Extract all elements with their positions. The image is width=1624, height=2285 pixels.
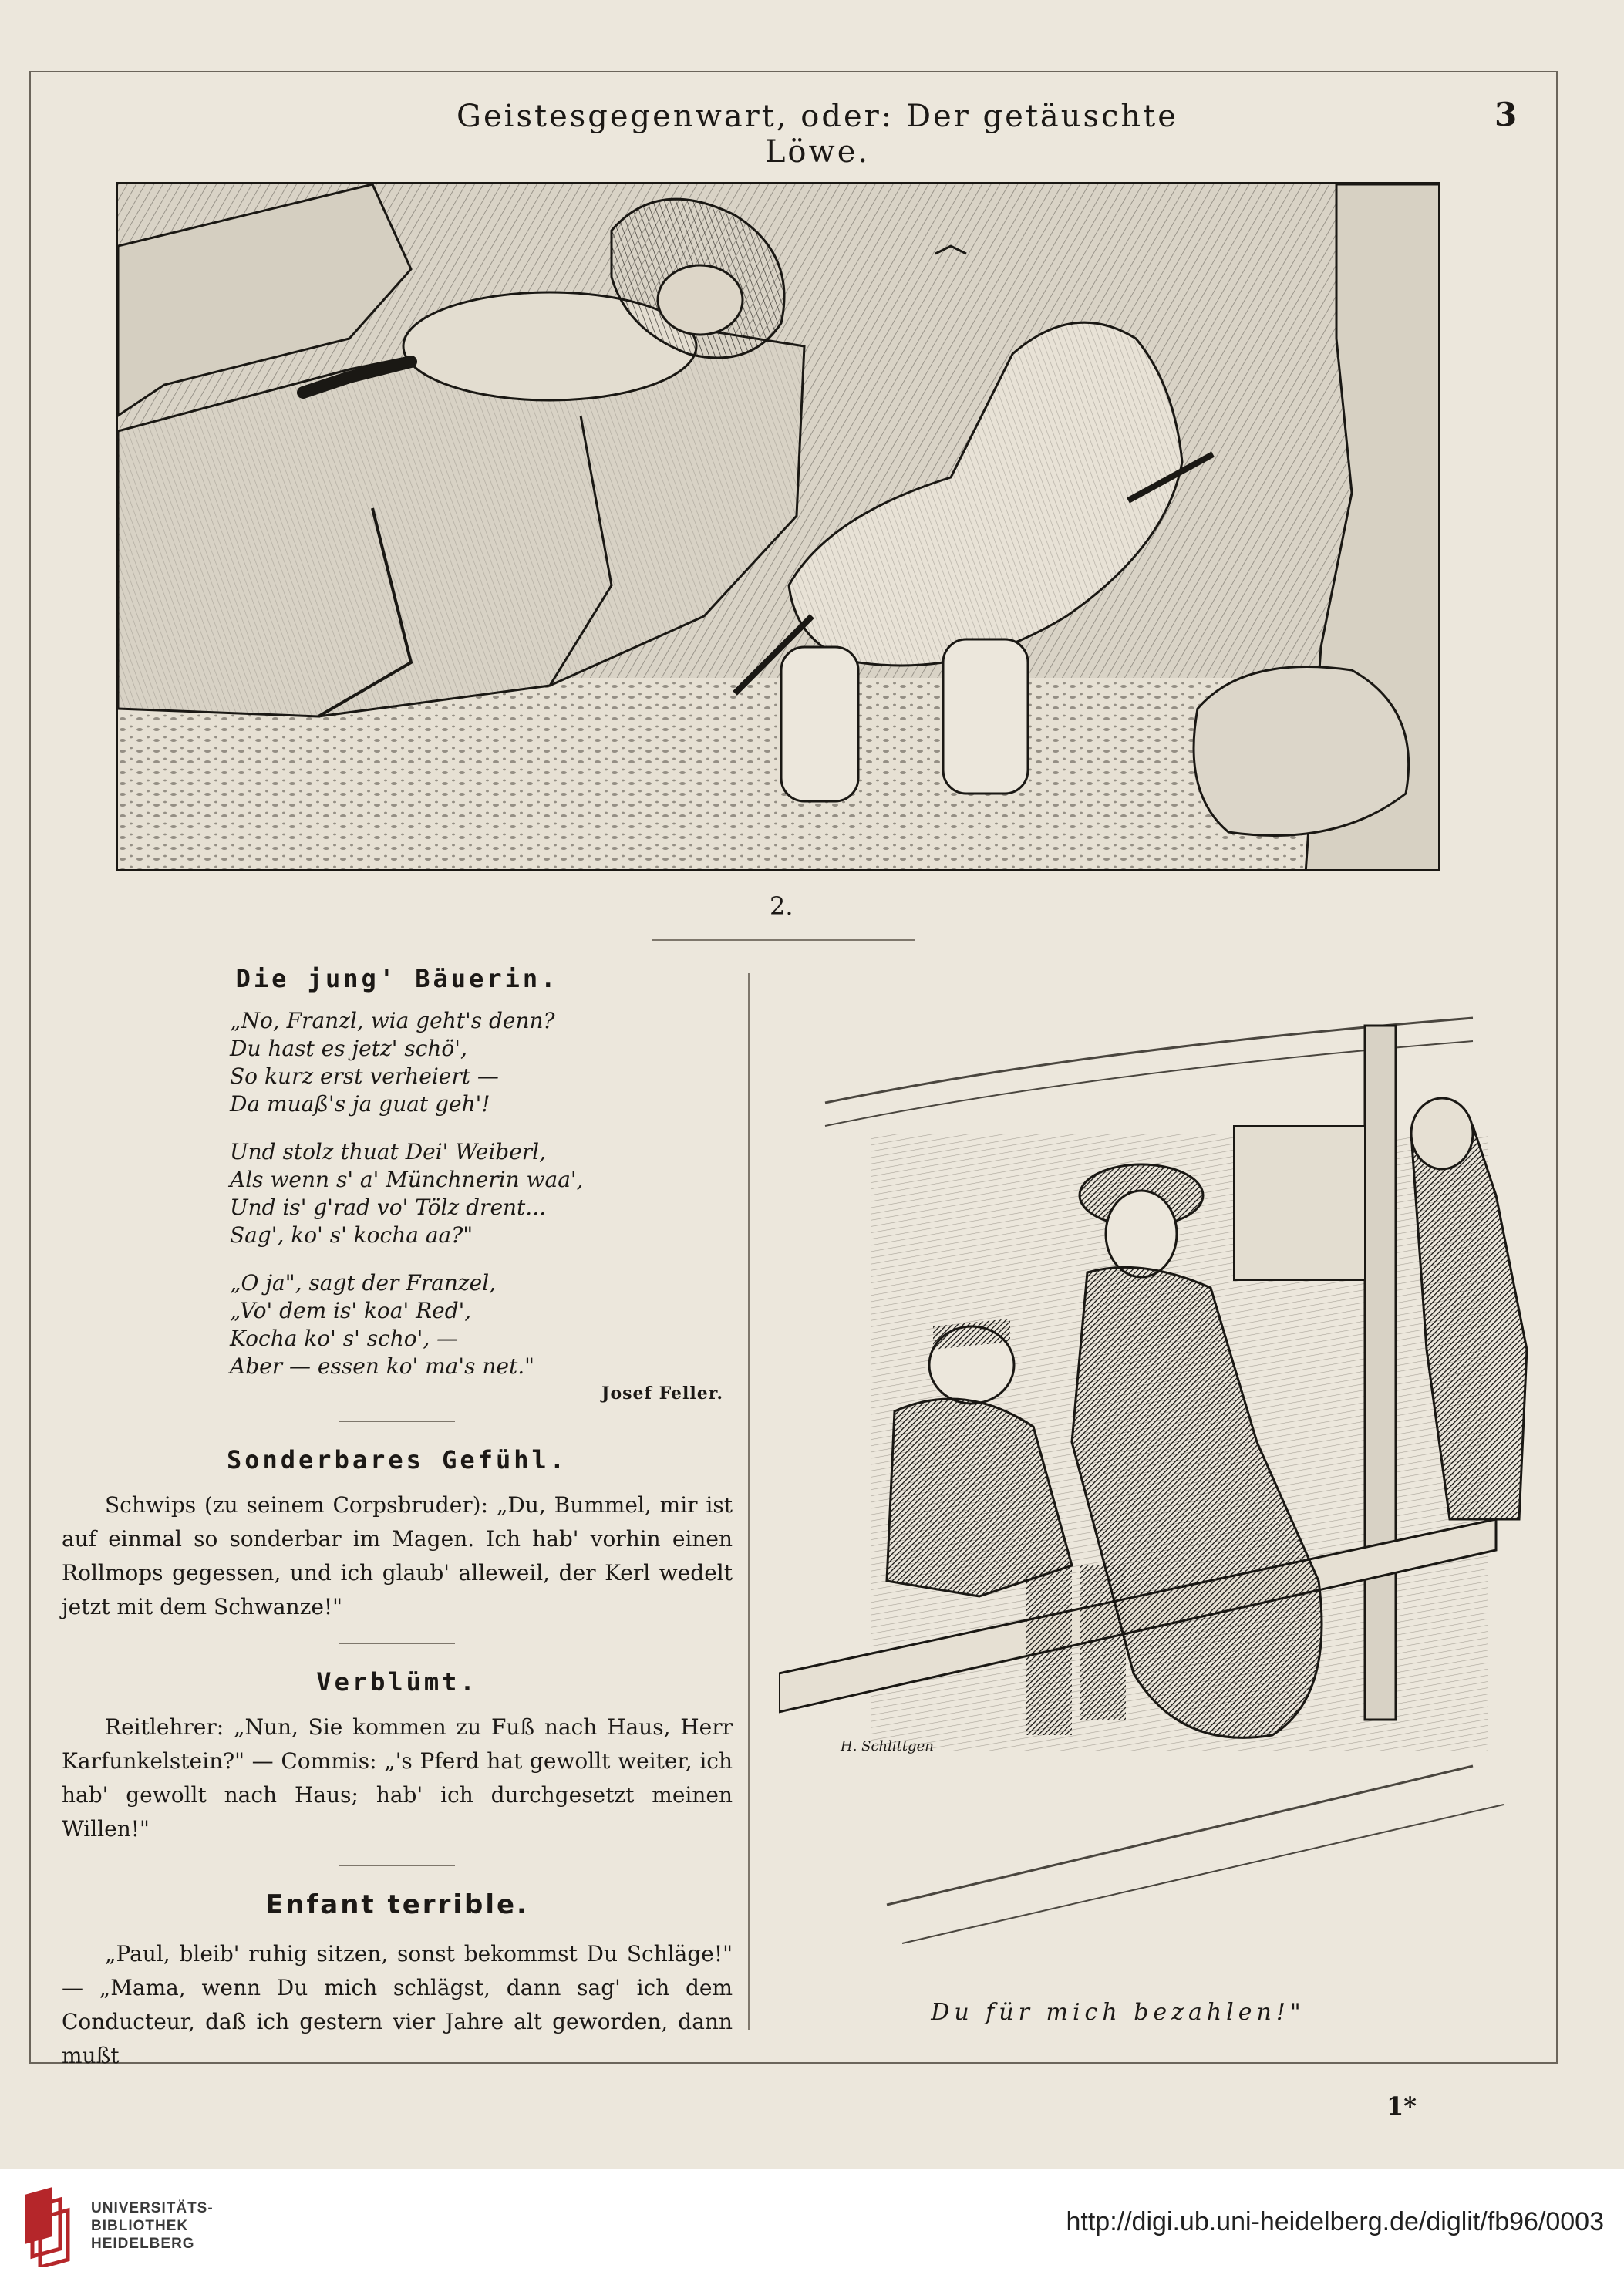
poem-line: Kocha ko' s' scho', — xyxy=(230,1326,459,1351)
poem-line: „Vo' dem is' koa' Red', xyxy=(230,1298,472,1323)
anecdote-text: Schwips (zu seinem Corpsbruder): „Du, Bummel, mir ist auf einmal so sonderbar im Magen. Ich hab' vorhin einen Rollmops gegessen, und ich glaub' alleweil, der Kerl wedelt jetzt mit dem Schwanze!" xyxy=(62,1492,733,1619)
illustration-caption: Du für mich bezahlen!" xyxy=(931,1999,1306,2026)
poem-line: So kurz erst verheiert — xyxy=(230,1063,499,1089)
poem-line: Und is' g'rad vo' Tölz drent... xyxy=(230,1195,547,1220)
section-title-gefuehl: Sonderbares Gefühl. xyxy=(226,1445,568,1474)
folio-mark: 1* xyxy=(1386,2091,1417,2121)
poem-line: „O ja", sagt der Franzel, xyxy=(230,1270,497,1296)
tram-illustration-drawing xyxy=(779,979,1542,1982)
artist-signature: H. Schlittgen xyxy=(841,1738,934,1754)
page-number: 3 xyxy=(1494,96,1518,133)
divider xyxy=(339,1421,455,1422)
logo-line: UNIVERSITÄTS- xyxy=(91,2200,214,2216)
university-library-logo-icon[interactable] xyxy=(17,2187,79,2267)
poem-line: Und stolz thuat Dei' Weiberl, xyxy=(230,1139,547,1164)
section-title-enfant: Enfant terrible. xyxy=(265,1889,529,1920)
figure-label: 2. xyxy=(770,891,793,921)
library-logo-text[interactable] xyxy=(91,2199,214,2253)
logo-line: BIBLIOTHEK xyxy=(91,2218,189,2234)
poem-line: Sag', ko' s' kocha aa?" xyxy=(230,1222,473,1248)
divider xyxy=(339,1865,455,1866)
column-divider xyxy=(748,973,750,2030)
divider xyxy=(652,939,915,941)
text-column xyxy=(62,964,733,2073)
poem-line: Aber — essen ko' ma's net." xyxy=(230,1353,534,1379)
tram-illustration xyxy=(779,979,1542,1982)
poem-line: Da muaß's ja guat geh'! xyxy=(230,1091,490,1117)
poem-stanza xyxy=(230,1269,733,1380)
lion-illustration-drawing xyxy=(118,184,1440,871)
poem-line: „No, Franzl, wia geht's denn? xyxy=(230,1008,555,1033)
page-header-title: Geistesgegenwart, oder: Der getäuschte Löwe. xyxy=(457,99,1178,170)
anecdote-text: Reitlehrer: „Nun, Sie kommen zu Fuß nach Haus, Herr Karfunkelstein?" — Commis: „'s Pferd hat gewollt weiter, ich hab' gewollt nach Haus; hab' ich durchgesetzt meinen Willen!" xyxy=(62,1714,733,1842)
lion-illustration xyxy=(116,182,1440,871)
poem xyxy=(230,1007,733,1380)
permalink-url[interactable]: http://digi.ub.uni-heidelberg.de/diglit/fb96/0003 xyxy=(1066,2207,1604,2236)
divider xyxy=(339,1643,455,1644)
poem-author: Josef Feller. xyxy=(601,1383,723,1404)
logo-line: HEIDELBERG xyxy=(91,2236,195,2252)
poem-stanza xyxy=(230,1007,733,1118)
anecdote-text: „Paul, bleib' ruhig sitzen, sonst bekommst Du Schläge!" — „Mama, wenn Du mich schlägst, dann sag' ich dem Conducteur, daß ich gestern vier Jahre alt geworden, dann mußt xyxy=(62,1941,733,2068)
poem-line: Du hast es jetz' schö', xyxy=(230,1036,467,1061)
section-title-verbluemt: Verblümt. xyxy=(316,1667,478,1697)
poem-line: Als wenn s' a' Münchnerin waa', xyxy=(230,1167,584,1192)
poem-stanza xyxy=(230,1138,733,1249)
section-title-bauerin: Die jung' Bäuerin. xyxy=(235,964,559,993)
